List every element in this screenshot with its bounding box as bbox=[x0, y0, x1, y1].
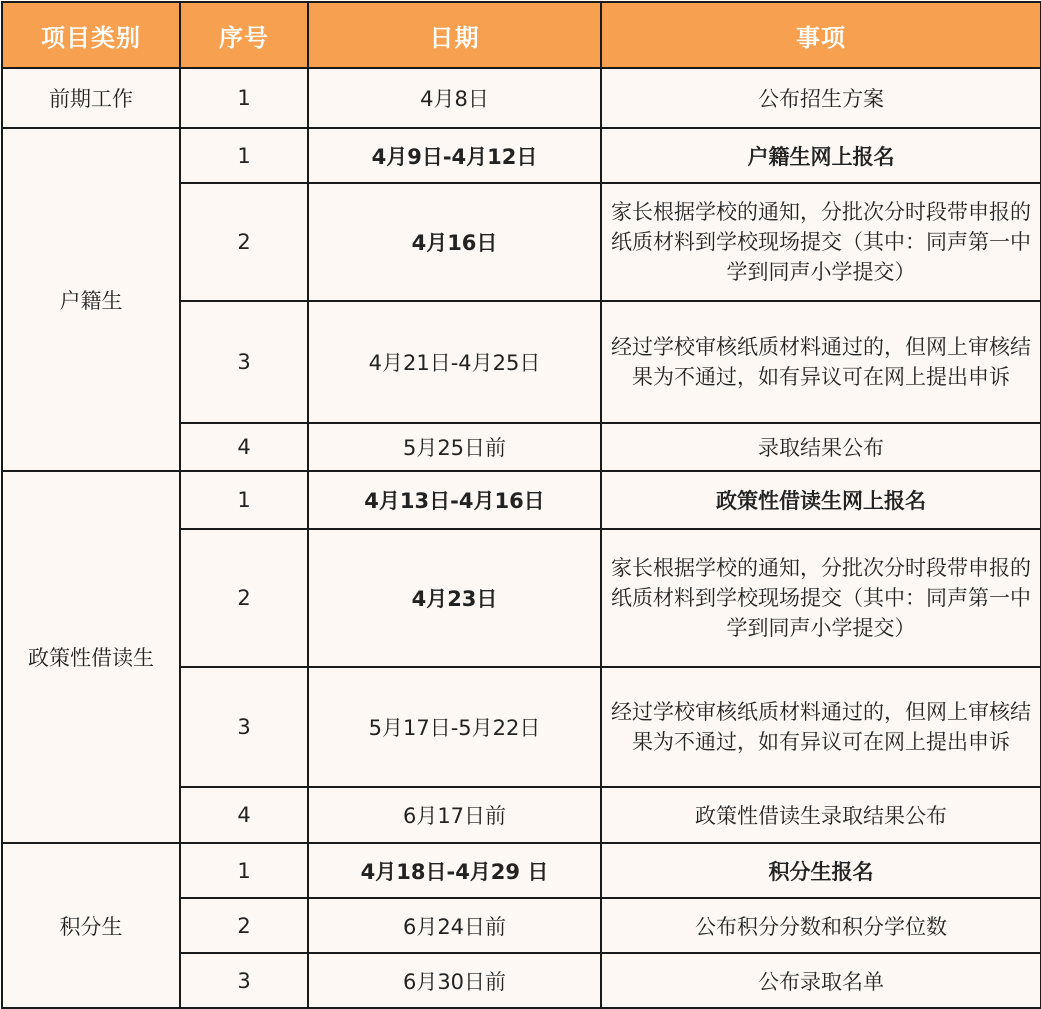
seq-cell: 1 bbox=[180, 68, 308, 128]
item-cell: 家长根据学校的通知，分批次分时段带申报的纸质材料到学校现场提交（其中：同声第一中学到同声小学提交） bbox=[601, 183, 1041, 301]
category-cell: 前期工作 bbox=[2, 68, 180, 128]
seq-cell: 3 bbox=[180, 953, 308, 1008]
header-item: 事项 bbox=[601, 2, 1041, 68]
seq-cell: 3 bbox=[180, 667, 308, 787]
table-row bbox=[2, 128, 1041, 183]
date-cell: 4月18日-4月29 日 bbox=[308, 843, 601, 898]
date-cell: 4月13日-4月16日 bbox=[308, 471, 601, 529]
date-cell: 6月30日前 bbox=[308, 953, 601, 1008]
item-cell: 政策性借读生网上报名 bbox=[601, 471, 1041, 529]
date-cell: 4月9日-4月12日 bbox=[308, 128, 601, 183]
date-cell: 4月23日 bbox=[308, 529, 601, 667]
item-cell: 家长根据学校的通知，分批次分时段带申报的纸质材料到学校现场提交（其中：同声第一中学到同声小学提交） bbox=[601, 529, 1041, 667]
item-cell: 录取结果公布 bbox=[601, 423, 1041, 471]
date-cell: 4月21日-4月25日 bbox=[308, 301, 601, 423]
table-row bbox=[2, 843, 1041, 898]
item-cell: 经过学校审核纸质材料通过的，但网上审核结果为不通过，如有异议可在网上提出申诉 bbox=[601, 301, 1041, 423]
seq-cell: 2 bbox=[180, 898, 308, 953]
seq-cell: 1 bbox=[180, 471, 308, 529]
category-cell: 积分生 bbox=[2, 843, 180, 1008]
seq-cell: 1 bbox=[180, 128, 308, 183]
header-seq: 序号 bbox=[180, 2, 308, 68]
table-row bbox=[2, 68, 1041, 128]
header-date: 日期 bbox=[308, 2, 601, 68]
seq-cell: 1 bbox=[180, 843, 308, 898]
date-cell: 6月17日前 bbox=[308, 787, 601, 843]
date-cell: 6月24日前 bbox=[308, 898, 601, 953]
table-row bbox=[2, 471, 1041, 529]
seq-cell: 4 bbox=[180, 423, 308, 471]
item-cell: 公布录取名单 bbox=[601, 953, 1041, 1008]
item-cell: 公布积分分数和积分学位数 bbox=[601, 898, 1041, 953]
seq-cell: 2 bbox=[180, 529, 308, 667]
category-cell: 政策性借读生 bbox=[2, 471, 180, 843]
date-cell: 4月16日 bbox=[308, 183, 601, 301]
date-cell: 5月17日-5月22日 bbox=[308, 667, 601, 787]
seq-cell: 3 bbox=[180, 301, 308, 423]
item-cell: 积分生报名 bbox=[601, 843, 1041, 898]
header-category: 项目类别 bbox=[2, 2, 180, 68]
category-cell: 户籍生 bbox=[2, 128, 180, 471]
seq-cell: 2 bbox=[180, 183, 308, 301]
enrollment-schedule-table bbox=[1, 1, 1041, 1009]
date-cell: 5月25日前 bbox=[308, 423, 601, 471]
item-cell: 公布招生方案 bbox=[601, 68, 1041, 128]
item-cell: 经过学校审核纸质材料通过的，但网上审核结果为不通过，如有异议可在网上提出申诉 bbox=[601, 667, 1041, 787]
seq-cell: 4 bbox=[180, 787, 308, 843]
item-cell: 户籍生网上报名 bbox=[601, 128, 1041, 183]
item-cell: 政策性借读生录取结果公布 bbox=[601, 787, 1041, 843]
header-row bbox=[2, 2, 1041, 68]
date-cell: 4月8日 bbox=[308, 68, 601, 128]
